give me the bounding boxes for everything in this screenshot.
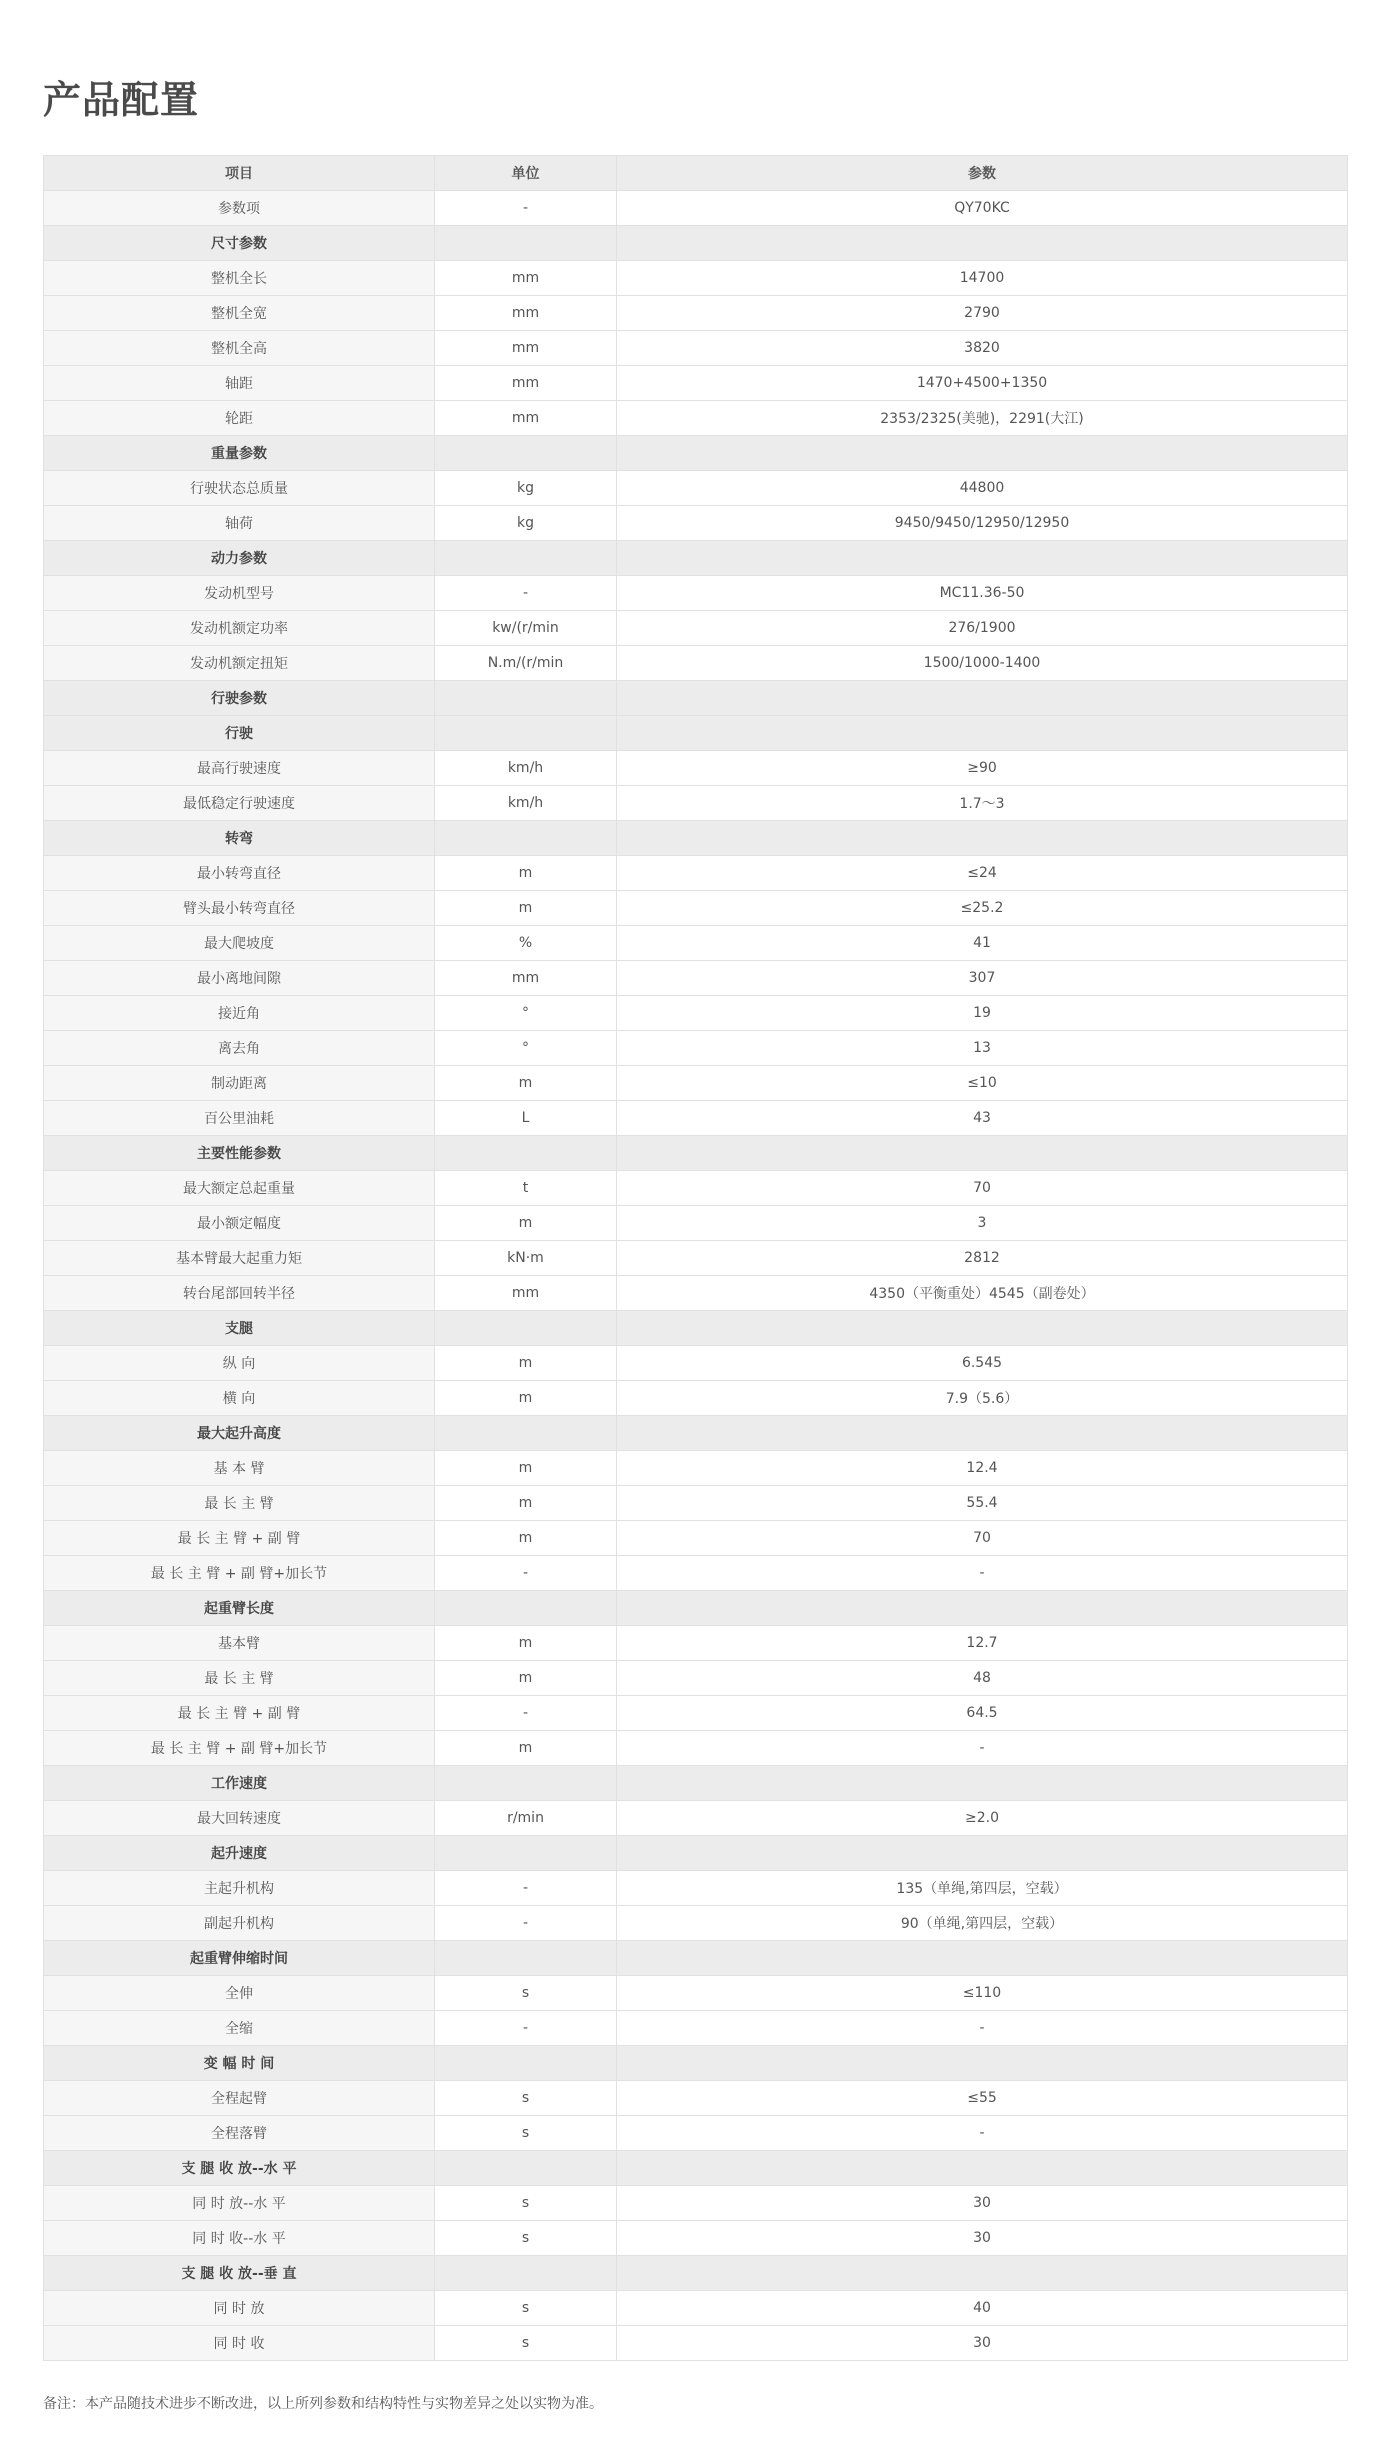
row-name: 基本臂	[44, 1626, 435, 1661]
row-unit: s	[435, 2221, 617, 2256]
row-name: 最高行驶速度	[44, 751, 435, 786]
table-row	[44, 2081, 1348, 2116]
row-name: 全缩	[44, 2011, 435, 2046]
row-unit: t	[435, 1171, 617, 1206]
table-row	[44, 786, 1348, 821]
row-value: 2353/2325(美驰)，2291(大江)	[617, 401, 1348, 436]
table-row	[44, 331, 1348, 366]
row-name: 基本臂最大起重力矩	[44, 1241, 435, 1276]
row-name: 最 长 主 臂 + 副 臂+加长节	[44, 1556, 435, 1591]
section-row	[44, 1591, 1348, 1626]
table-row	[44, 1276, 1348, 1311]
section-title: 行驶	[44, 716, 435, 751]
table-row	[44, 751, 1348, 786]
row-name: 最 长 主 臂 + 副 臂	[44, 1521, 435, 1556]
row-name: 最 长 主 臂 + 副 臂+加长节	[44, 1731, 435, 1766]
row-name: 整机全长	[44, 261, 435, 296]
section-value-cell	[617, 2256, 1348, 2291]
row-value: 90（单绳,第四层，空载）	[617, 1906, 1348, 1941]
row-unit: -	[435, 191, 617, 226]
row-unit: m	[435, 856, 617, 891]
table-row	[44, 1626, 1348, 1661]
row-unit: m	[435, 1731, 617, 1766]
row-name: 行驶状态总质量	[44, 471, 435, 506]
row-unit: -	[435, 576, 617, 611]
row-name: 最小离地间隙	[44, 961, 435, 996]
row-unit: m	[435, 1206, 617, 1241]
row-unit: m	[435, 1066, 617, 1101]
row-value: 12.4	[617, 1451, 1348, 1486]
section-row	[44, 681, 1348, 716]
row-name: 最 长 主 臂 + 副 臂	[44, 1696, 435, 1731]
header-param: 参数	[617, 156, 1348, 191]
section-value-cell	[617, 1136, 1348, 1171]
row-name: 全程落臂	[44, 2116, 435, 2151]
table-row	[44, 1381, 1348, 1416]
section-value-cell	[617, 226, 1348, 261]
section-title: 起重臂长度	[44, 1591, 435, 1626]
row-value: 3	[617, 1206, 1348, 1241]
section-row	[44, 226, 1348, 261]
section-value-cell	[617, 436, 1348, 471]
row-value: 1.7～3	[617, 786, 1348, 821]
section-title: 主要性能参数	[44, 1136, 435, 1171]
row-value: 4350（平衡重处）4545（副卷处）	[617, 1276, 1348, 1311]
section-title: 重量参数	[44, 436, 435, 471]
section-row	[44, 436, 1348, 471]
row-name: 最大爬坡度	[44, 926, 435, 961]
row-unit: kg	[435, 506, 617, 541]
section-value-cell	[617, 1311, 1348, 1346]
row-unit: mm	[435, 961, 617, 996]
section-value-cell	[617, 1836, 1348, 1871]
row-unit: -	[435, 1556, 617, 1591]
table-row	[44, 1556, 1348, 1591]
table-row	[44, 1696, 1348, 1731]
row-name: 副起升机构	[44, 1906, 435, 1941]
section-title: 变 幅 时 间	[44, 2046, 435, 2081]
row-value: 135（单绳,第四层，空载）	[617, 1871, 1348, 1906]
section-unit-cell	[435, 1766, 617, 1801]
row-unit: N.m/(r/min	[435, 646, 617, 681]
section-row	[44, 1311, 1348, 1346]
section-unit-cell	[435, 1311, 617, 1346]
table-row	[44, 1031, 1348, 1066]
row-value: 48	[617, 1661, 1348, 1696]
section-row	[44, 1766, 1348, 1801]
row-value: 19	[617, 996, 1348, 1031]
row-unit: %	[435, 926, 617, 961]
section-unit-cell	[435, 2256, 617, 2291]
row-value: 9450/9450/12950/12950	[617, 506, 1348, 541]
section-row	[44, 821, 1348, 856]
row-value: MC11.36-50	[617, 576, 1348, 611]
row-name: 同 时 收--水 平	[44, 2221, 435, 2256]
table-row	[44, 2011, 1348, 2046]
row-value: 64.5	[617, 1696, 1348, 1731]
row-value: ≤55	[617, 2081, 1348, 2116]
row-name: 整机全高	[44, 331, 435, 366]
row-value: 70	[617, 1171, 1348, 1206]
section-title: 起升速度	[44, 1836, 435, 1871]
row-value: 55.4	[617, 1486, 1348, 1521]
row-name: 全程起臂	[44, 2081, 435, 2116]
row-value: 30	[617, 2221, 1348, 2256]
table-row	[44, 2291, 1348, 2326]
section-row	[44, 1941, 1348, 1976]
table-row	[44, 961, 1348, 996]
row-name: 主起升机构	[44, 1871, 435, 1906]
row-value: QY70KC	[617, 191, 1348, 226]
row-unit: kw/(r/min	[435, 611, 617, 646]
table-row	[44, 471, 1348, 506]
section-value-cell	[617, 821, 1348, 856]
section-unit-cell	[435, 1136, 617, 1171]
row-value: ≤10	[617, 1066, 1348, 1101]
row-value: 7.9（5.6）	[617, 1381, 1348, 1416]
row-name: 发动机型号	[44, 576, 435, 611]
table-row	[44, 1451, 1348, 1486]
row-unit: -	[435, 1871, 617, 1906]
table-row	[44, 1976, 1348, 2011]
table-row	[44, 1346, 1348, 1381]
row-value: 1500/1000-1400	[617, 646, 1348, 681]
row-unit: m	[435, 1451, 617, 1486]
section-value-cell	[617, 1416, 1348, 1451]
table-row	[44, 1731, 1348, 1766]
row-name: 基 本 臂	[44, 1451, 435, 1486]
table-row	[44, 1486, 1348, 1521]
row-unit: m	[435, 1381, 617, 1416]
row-value: ≤25.2	[617, 891, 1348, 926]
section-row	[44, 716, 1348, 751]
row-name: 最 长 主 臂	[44, 1661, 435, 1696]
row-unit: s	[435, 2186, 617, 2221]
table-row	[44, 401, 1348, 436]
section-row	[44, 2046, 1348, 2081]
row-unit: m	[435, 1346, 617, 1381]
section-unit-cell	[435, 1836, 617, 1871]
section-unit-cell	[435, 226, 617, 261]
row-name: 离去角	[44, 1031, 435, 1066]
page-title: 产品配置	[43, 78, 200, 122]
table-row	[44, 1171, 1348, 1206]
row-value: 30	[617, 2326, 1348, 2361]
row-unit: km/h	[435, 751, 617, 786]
row-name: 最小额定幅度	[44, 1206, 435, 1241]
section-row	[44, 2151, 1348, 2186]
table-row	[44, 261, 1348, 296]
table-row	[44, 366, 1348, 401]
row-unit: s	[435, 2291, 617, 2326]
section-row	[44, 541, 1348, 576]
spec-table	[43, 155, 1348, 2361]
row-value: 70	[617, 1521, 1348, 1556]
table-row	[44, 1521, 1348, 1556]
row-name: 参数项	[44, 191, 435, 226]
row-unit: m	[435, 1486, 617, 1521]
table-row	[44, 506, 1348, 541]
row-value: ≥90	[617, 751, 1348, 786]
section-title: 工作速度	[44, 1766, 435, 1801]
section-value-cell	[617, 1591, 1348, 1626]
row-unit: -	[435, 2011, 617, 2046]
row-name: 同 时 收	[44, 2326, 435, 2361]
row-unit: s	[435, 2116, 617, 2151]
section-unit-cell	[435, 1416, 617, 1451]
section-unit-cell	[435, 2046, 617, 2081]
row-name: 最 长 主 臂	[44, 1486, 435, 1521]
section-title: 起重臂伸缩时间	[44, 1941, 435, 1976]
table-row	[44, 926, 1348, 961]
section-value-cell	[617, 1766, 1348, 1801]
section-unit-cell	[435, 681, 617, 716]
row-name: 最低稳定行驶速度	[44, 786, 435, 821]
section-value-cell	[617, 716, 1348, 751]
row-unit: -	[435, 1696, 617, 1731]
section-unit-cell	[435, 821, 617, 856]
row-name: 最大额定总起重量	[44, 1171, 435, 1206]
row-unit: kg	[435, 471, 617, 506]
row-unit: m	[435, 1661, 617, 1696]
table-row	[44, 296, 1348, 331]
table-row	[44, 2326, 1348, 2361]
row-name: 横 向	[44, 1381, 435, 1416]
row-name: 制动距离	[44, 1066, 435, 1101]
section-unit-cell	[435, 541, 617, 576]
section-value-cell	[617, 681, 1348, 716]
row-value: 276/1900	[617, 611, 1348, 646]
row-value: 2812	[617, 1241, 1348, 1276]
row-name: 臂头最小转弯直径	[44, 891, 435, 926]
row-value: ≤24	[617, 856, 1348, 891]
table-row	[44, 2186, 1348, 2221]
table-row	[44, 576, 1348, 611]
row-unit: -	[435, 1906, 617, 1941]
row-unit: r/min	[435, 1801, 617, 1836]
section-title: 动力参数	[44, 541, 435, 576]
row-unit: m	[435, 1521, 617, 1556]
header-item: 项目	[44, 156, 435, 191]
table-row	[44, 1206, 1348, 1241]
row-value: 13	[617, 1031, 1348, 1066]
header-row	[44, 156, 1348, 191]
row-unit: s	[435, 2326, 617, 2361]
table-row	[44, 611, 1348, 646]
row-unit: m	[435, 1626, 617, 1661]
row-name: 同 时 放--水 平	[44, 2186, 435, 2221]
section-title: 支腿	[44, 1311, 435, 1346]
row-name: 全伸	[44, 1976, 435, 2011]
section-unit-cell	[435, 2151, 617, 2186]
row-value: ≥2.0	[617, 1801, 1348, 1836]
table-row	[44, 1906, 1348, 1941]
section-row	[44, 1136, 1348, 1171]
row-name: 最大回转速度	[44, 1801, 435, 1836]
section-row	[44, 1836, 1348, 1871]
row-value: 30	[617, 2186, 1348, 2221]
row-name: 发动机额定功率	[44, 611, 435, 646]
row-name: 纵 向	[44, 1346, 435, 1381]
row-value: 6.545	[617, 1346, 1348, 1381]
row-value: 41	[617, 926, 1348, 961]
section-value-cell	[617, 2046, 1348, 2081]
row-unit: mm	[435, 261, 617, 296]
row-unit: km/h	[435, 786, 617, 821]
row-unit: s	[435, 1976, 617, 2011]
row-name: 同 时 放	[44, 2291, 435, 2326]
table-row	[44, 856, 1348, 891]
section-title: 最大起升高度	[44, 1416, 435, 1451]
row-unit: mm	[435, 331, 617, 366]
row-name: 接近角	[44, 996, 435, 1031]
table-row	[44, 891, 1348, 926]
section-title: 行驶参数	[44, 681, 435, 716]
section-value-cell	[617, 541, 1348, 576]
row-unit: mm	[435, 366, 617, 401]
row-value: 3820	[617, 331, 1348, 366]
row-unit: m	[435, 891, 617, 926]
table-row	[44, 996, 1348, 1031]
table-row	[44, 2221, 1348, 2256]
row-name: 最小转弯直径	[44, 856, 435, 891]
section-row	[44, 2256, 1348, 2291]
row-unit: mm	[435, 1276, 617, 1311]
row-name: 轮距	[44, 401, 435, 436]
footnote: 备注：本产品随技术进步不断改进，以上所列参数和结构特性与实物差异之处以实物为准。	[43, 2396, 603, 2412]
row-value: -	[617, 1556, 1348, 1591]
row-value: 44800	[617, 471, 1348, 506]
table-row	[44, 2116, 1348, 2151]
table-row	[44, 1871, 1348, 1906]
row-unit: °	[435, 996, 617, 1031]
row-name: 百公里油耗	[44, 1101, 435, 1136]
row-name: 发动机额定扭矩	[44, 646, 435, 681]
row-name: 轴距	[44, 366, 435, 401]
section-title: 支 腿 收 放--垂 直	[44, 2256, 435, 2291]
table-row	[44, 1241, 1348, 1276]
section-unit-cell	[435, 716, 617, 751]
header-unit: 单位	[435, 156, 617, 191]
row-unit: mm	[435, 401, 617, 436]
row-value: 307	[617, 961, 1348, 996]
row-name: 轴荷	[44, 506, 435, 541]
table-row	[44, 1661, 1348, 1696]
row-unit: s	[435, 2081, 617, 2116]
row-value: 12.7	[617, 1626, 1348, 1661]
table-row	[44, 1066, 1348, 1101]
row-value: -	[617, 1731, 1348, 1766]
row-unit: L	[435, 1101, 617, 1136]
section-title: 尺寸参数	[44, 226, 435, 261]
row-unit: mm	[435, 296, 617, 331]
row-name: 整机全宽	[44, 296, 435, 331]
row-value: ≤110	[617, 1976, 1348, 2011]
table-row	[44, 191, 1348, 226]
section-title: 支 腿 收 放--水 平	[44, 2151, 435, 2186]
section-title: 转弯	[44, 821, 435, 856]
table-row	[44, 1801, 1348, 1836]
row-name: 转台尾部回转半径	[44, 1276, 435, 1311]
section-unit-cell	[435, 1941, 617, 1976]
section-unit-cell	[435, 1591, 617, 1626]
row-value: 1470+4500+1350	[617, 366, 1348, 401]
row-unit: °	[435, 1031, 617, 1066]
section-row	[44, 1416, 1348, 1451]
table-row	[44, 646, 1348, 681]
section-value-cell	[617, 2151, 1348, 2186]
row-unit: kN·m	[435, 1241, 617, 1276]
table-row	[44, 1101, 1348, 1136]
row-value: 43	[617, 1101, 1348, 1136]
section-value-cell	[617, 1941, 1348, 1976]
spec-table-header	[44, 156, 1348, 191]
row-value: -	[617, 2011, 1348, 2046]
spec-table-body	[44, 191, 1348, 2361]
row-value: 2790	[617, 296, 1348, 331]
section-unit-cell	[435, 436, 617, 471]
row-value: 40	[617, 2291, 1348, 2326]
row-value: 14700	[617, 261, 1348, 296]
row-value: -	[617, 2116, 1348, 2151]
